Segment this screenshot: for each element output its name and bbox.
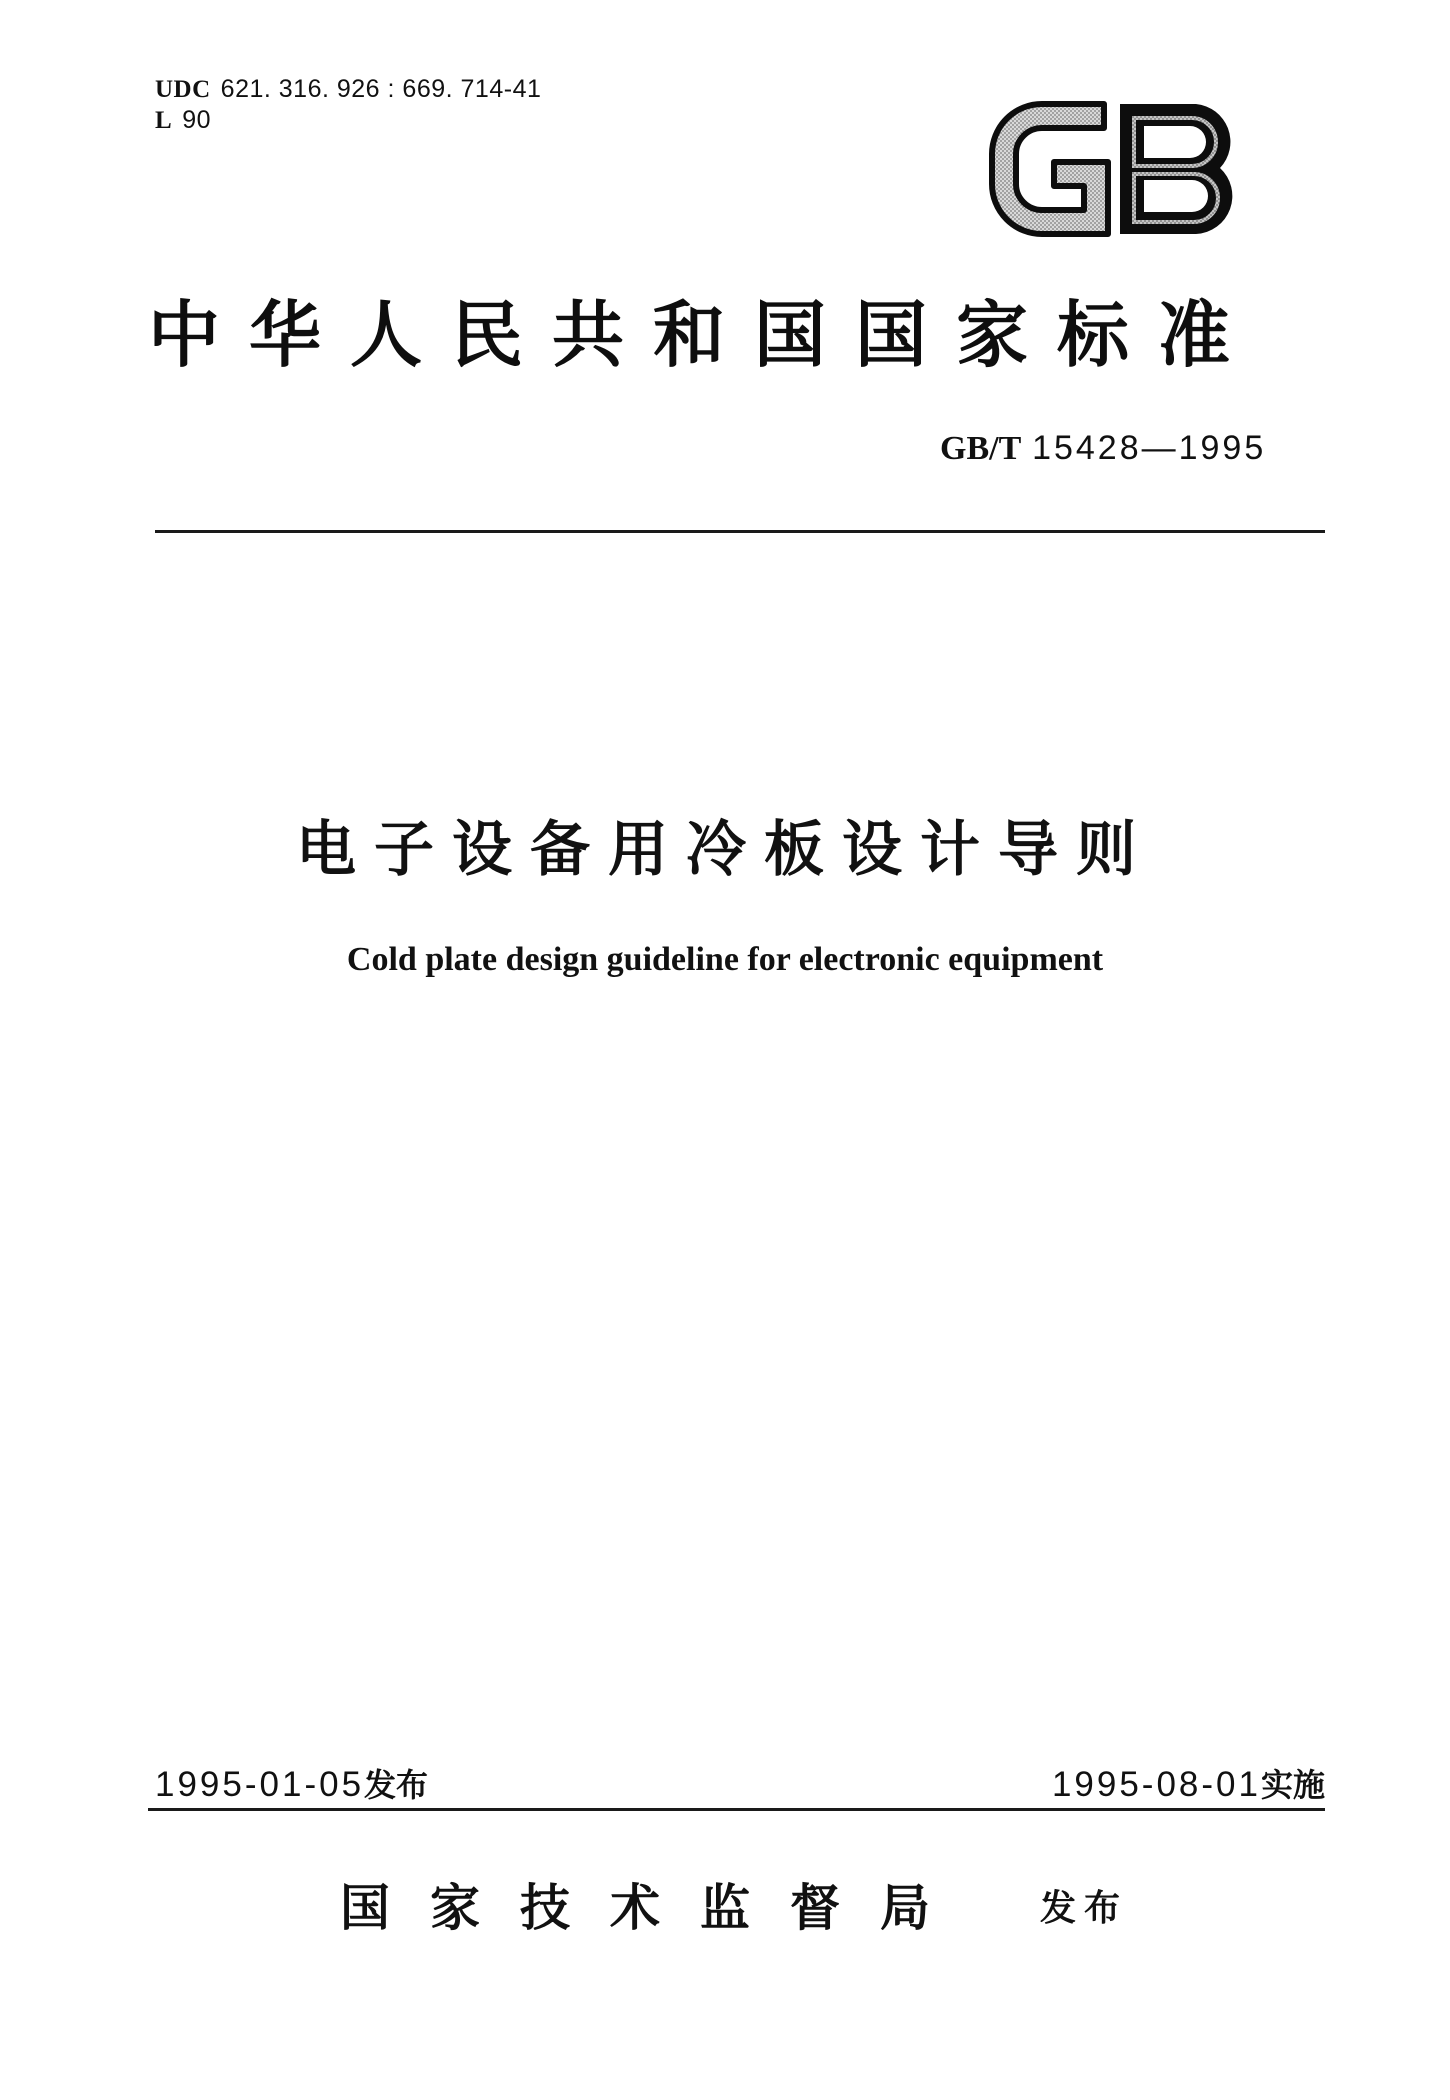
effective-date-label: 实施 (1260, 1766, 1325, 1804)
standard-number (940, 428, 1266, 468)
effective-date (1052, 1760, 1325, 1806)
udc-code: 621. 316. 926 : 669. 714-41 (220, 75, 542, 103)
udc-label: UDC (155, 76, 211, 103)
document-title-english: Cold plate design guideline for electronic equipment (346, 941, 1104, 978)
classification-block (155, 74, 541, 136)
issue-date-value: 1995-01-05 (155, 1765, 365, 1804)
bottom-divider (148, 1808, 1325, 1811)
issuing-authority: 国家技术监督局 (340, 1879, 970, 1937)
national-standard-heading: 中华人民共和国国家标准 (148, 293, 1260, 377)
document-title-chinese: 电子设备用冷板设计导则 (296, 815, 1154, 885)
class-line (155, 105, 541, 136)
gb-logo (984, 96, 1244, 242)
class-code: 90 (182, 106, 211, 134)
udc-line (155, 74, 541, 105)
top-divider (155, 530, 1325, 533)
standard-prefix: GB/T (940, 430, 1022, 467)
class-label: L (155, 107, 173, 134)
standard-code: 15428—1995 (1032, 429, 1267, 467)
issue-date (155, 1760, 428, 1806)
issue-date-label: 发布 (364, 1766, 429, 1804)
issuing-action: 发布 (1040, 1888, 1129, 1929)
effective-date-value: 1995-08-01 (1051, 1765, 1261, 1804)
